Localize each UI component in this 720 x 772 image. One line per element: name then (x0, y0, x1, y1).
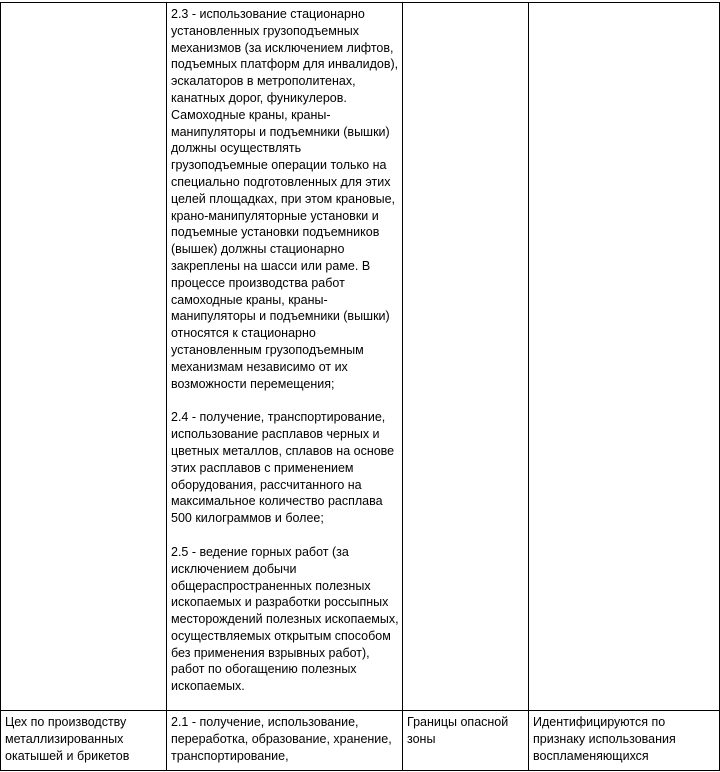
table-row (1, 3, 720, 711)
criterion-2-4: 2.4 - получение, транспортирование, использование расплавов черных и цветных металлов, сплавов на основе этих расплавов с применением оборудования, рассчитанного на максимальное количество расплава 500 килограммов и более; (171, 410, 395, 526)
criterion-2-5: 2.5 - ведение горных работ (за исключением добычи общераспространенных полезных ископаемых и разработки россыпных месторождений полезных ископаемых, осуществляемых открытым способом без применения взрывных работ), работ по обогащению полезных ископаемых. (171, 544, 399, 694)
table-cell-facility: Цех по производству металлизированных окатышей и брикетов (1, 711, 167, 771)
table-cell-identification: Идентифицируются по признаку использования воспламеняющихся (529, 711, 720, 771)
table-cell-facility (1, 3, 167, 711)
criterion-2-3: 2.3 - использование стационарно установленных грузоподъемных механизмов (за исключением лифтов, подъемных платформ для инвалидов), эскалаторов в метрополитенах, канатных дорог, фуникулеров. Самоходные краны, краны-манипуляторы и подъемники (вышки) должны осуществлять грузоподъемные операции только на специально подготовленных для этих целей площадках, при этом крановые, крано-манипуляторные установки и подъемные установки подъемников (вышек) должны стационарно закреплены на шасси или раме. В процессе производства работ самоходные краны, краны-манипуляторы и подъемники (вышки) относятся к стационарно установленным грузоподъемным механизмам независимо от их возможности перемещения; (171, 7, 399, 391)
table-cell-zone: Границы опасной зоны (403, 711, 529, 771)
table-row (1, 711, 720, 771)
hazard-table (0, 2, 720, 771)
table-cell-zone (403, 3, 529, 711)
table-cell-criteria: 2.1 - получение, использование, переработка, образование, хранение, транспортирование, (167, 711, 403, 771)
table-cell-criteria (167, 3, 403, 711)
table-cell-identification (529, 3, 720, 711)
